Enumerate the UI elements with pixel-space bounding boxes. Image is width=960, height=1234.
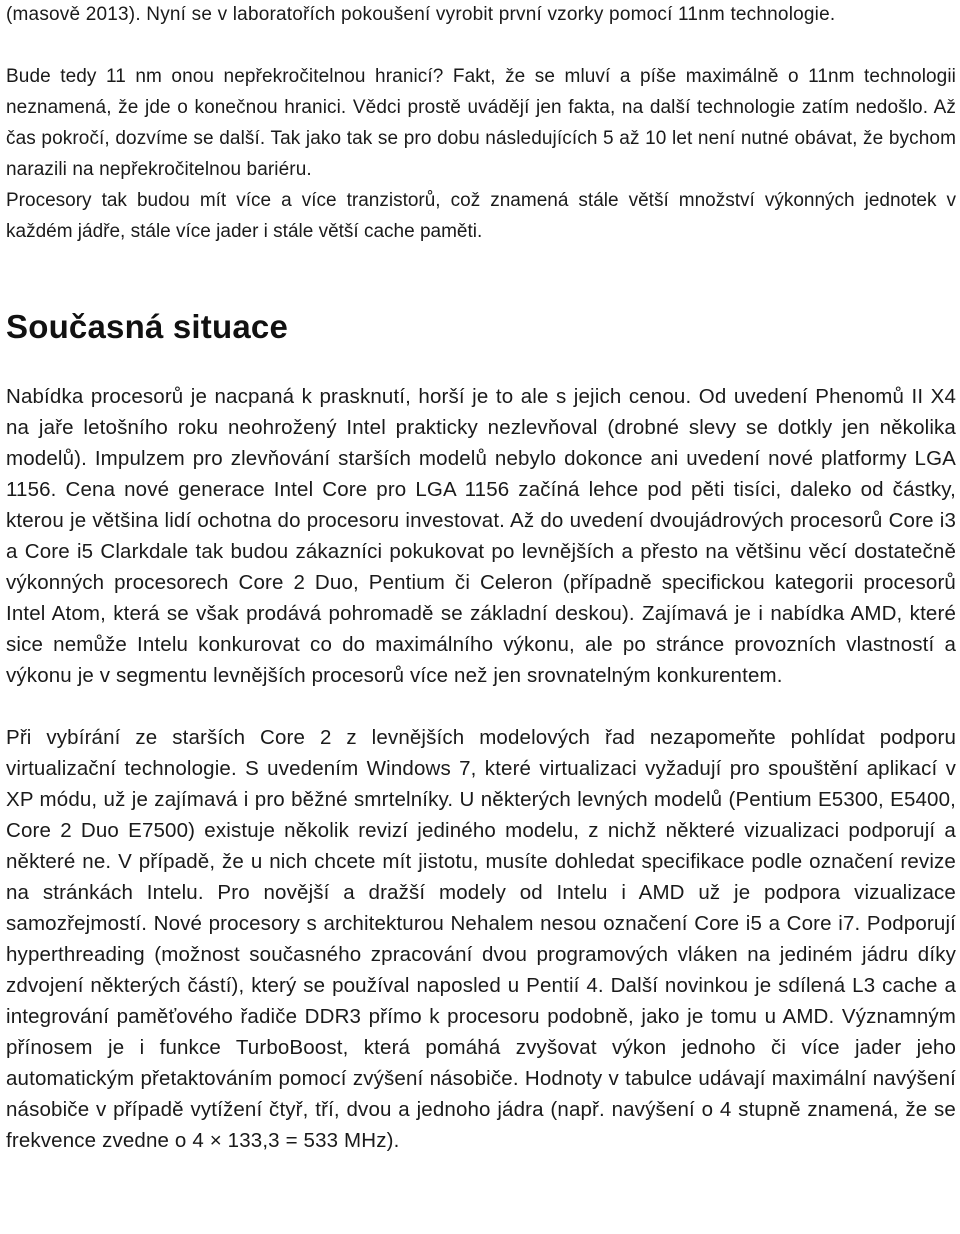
paragraph-virtualization: Při vybírání ze starších Core 2 z levnějších modelových řad nezapomeňte pohlídat podporu virtualizační technologie. S uvedením Windows 7, které virtualizaci vyžadují pro spouštění aplikací v XP módu, už je zajímavá i pro běžné smrtelníky. U některých levných modelů (Pentium E5300, E5400, Core 2 Duo E7500) existuje několik revizí jediného modelu, z nichž některé vizualizaci podporují a některé ne. V případě, že u nich chcete mít jistotu, musíte dohledat specifikace podle označení revize na stránkách Intelu. Pro novější a dražší modely od Intelu i AMD už je podpora vizualizace samozřejmostí. Nové procesory s architekturou Nehalem nesou označení Core i5 a Core i7. Podporují hyperthreading (možnost současného zpracování dvou programových vláken na jediném jádru díky zdvojení některých částí), který se používal naposled u Pentií 4. Další novinkou je sdílená L3 cache a integrování paměťového řadiče DDR3 přímo k procesoru podobně, jako je tomu u AMD. Významným přínosem je i funkce TurboBoost, která pomáhá zvyšovat výkon jednoho či více jader jeho automatickým přetaktováním pomocí zvýšení násobiče. Hodnoty v tabulce udávají maximální navýšení násobiče v případě vytížení čtyř, tří, dvou a jednoho jádra (např. navýšení o 4 stupně znamená, že se frekvence zvedne o 4 × 133,3 = 533 MHz). bbox=[6, 726, 956, 1152]
intro-fragment: (masově 2013). Nyní se v laboratořích pokoušení vyrobit první vzorky pomocí 11nm technologie. bbox=[6, 4, 836, 25]
paragraph-future: Procesory tak budou mít více a více tranzistorů, což znamená stále větší množství výkonných jednotek v každém jádře, stále více jader i stále větší cache paměti. bbox=[6, 190, 956, 242]
paragraph-offer: Nabídka procesorů je nacpaná k prasknutí, horší je to ale s jejich cenou. Od uvedení Phenomů II X4 na jaře letošního roku neohrožený Intel prakticky nezlevňoval (drobné slevy se dotkly jen několika modelů). Impulzem pro zlevňování starších modelů nebylo dokonce ani uvedení nové platformy LGA 1156. Cena nové generace Intel Core pro LGA 1156 začíná lehce pod pěti tisíci, daleko od částky, kterou je většina lidí ochotna do procesoru investovat. Až do uvedení dvoujádrových procesorů Core i3 a Core i5 Clarkdale tak budou zákazníci pokukovat po levnějších a přesto na většinu věcí dostatečně výkonných procesorech Core 2 Duo, Pentium či Celeron (případně specifickou kategorii procesorů Intel Atom, která se však prodává pohromadě se základní deskou). Zajímavá je i nabídka AMD, které sice nemůže Intelu konkurovat co do maximálního výkonu, ale po stránce provozních vlastností a výkonu je v segmentu levnějších procesorů více než jen srovnatelným konkurentem. bbox=[6, 385, 956, 687]
section-heading: Současná situace bbox=[6, 308, 288, 345]
paragraph-limit: Bude tedy 11 nm onou nepřekročitelnou hranicí? Fakt, že se mluví a píše maximálně o 11nm technologii neznamená, že jde o konečnou hranici. Vědci prostě uvádějí jen fakta, na další technologie zatím nedošlo. Až čas pokročí, dozvíme se další. Tak jako tak se pro dobu následujících 5 až 10 let není nutné obávat, že bychom narazili na nepřekročitelnou bariéru. bbox=[6, 66, 956, 180]
document-page bbox=[6, 0, 956, 1156]
